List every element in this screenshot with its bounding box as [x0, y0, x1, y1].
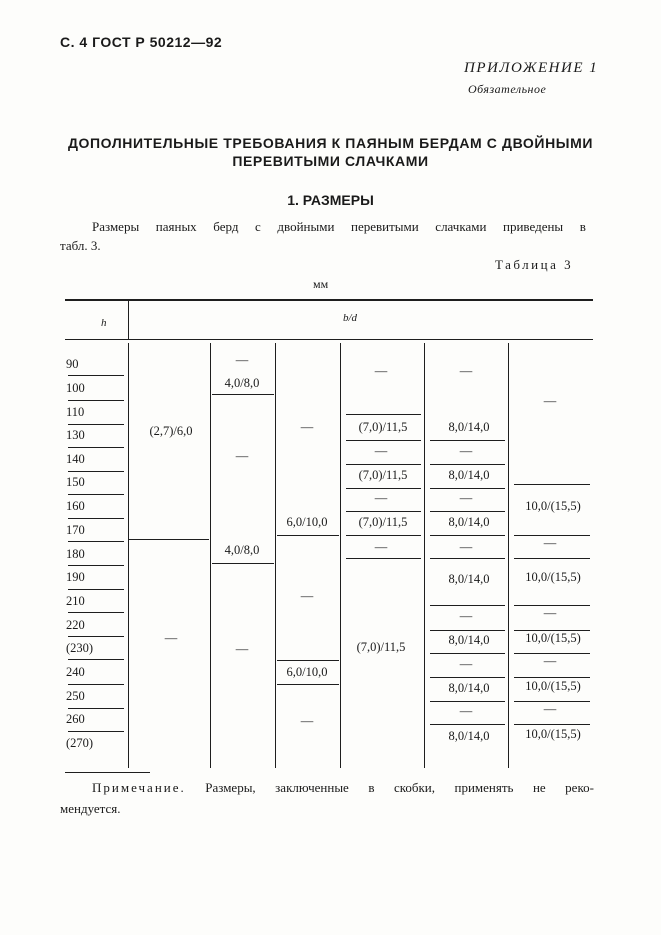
c3-rule	[277, 684, 339, 685]
main-title-line2: ПЕРЕВИТЫМИ СЛАЧКАМИ	[232, 153, 429, 169]
table-cell: 4,0/8,0	[224, 543, 260, 557]
h-underline	[68, 400, 124, 401]
paragraph-word: берд	[213, 219, 239, 234]
h-underline	[68, 589, 124, 590]
c5-rule	[430, 464, 505, 465]
c1-divider	[129, 539, 209, 540]
header-h: h	[101, 317, 107, 329]
c6-rule	[514, 724, 590, 725]
h-underline	[68, 518, 124, 519]
table-unit: мм	[313, 277, 329, 291]
note-line1	[92, 780, 594, 796]
header-divider	[128, 300, 129, 340]
h-underline	[68, 447, 124, 448]
c4-rule	[346, 535, 421, 536]
table-cell: (7,0)/11,5	[356, 640, 406, 654]
h-value: 180	[66, 547, 85, 561]
table-top-rule	[65, 299, 593, 301]
paragraph-word: с	[255, 219, 261, 234]
c4-rule	[346, 440, 421, 441]
paragraph-word: в	[579, 219, 586, 234]
paragraph-line2: табл. 3.	[60, 238, 101, 253]
table-cell: 8,0/14,0	[448, 572, 490, 586]
note-word: реко-	[565, 780, 594, 795]
c5-rule	[430, 440, 505, 441]
paragraph-word: перевитыми	[351, 219, 419, 234]
table-cell: —	[300, 589, 314, 603]
table-cell: —	[459, 444, 473, 458]
column-separator-0	[128, 343, 129, 768]
table-cell: —	[459, 491, 473, 505]
table-cell: —	[235, 353, 249, 367]
note-line2: мендуется.	[60, 801, 121, 816]
table-cell: —	[300, 714, 314, 728]
h-underline	[68, 565, 124, 566]
c3-rule	[277, 660, 339, 661]
table-cell: —	[459, 609, 473, 623]
h-underline	[68, 708, 124, 709]
h-underline	[68, 471, 124, 472]
h-value: (230)	[66, 641, 94, 655]
table-cell: —	[459, 364, 473, 378]
paragraph-word: приведены	[503, 219, 564, 234]
c4-rule	[346, 414, 421, 415]
h-value: 220	[66, 618, 85, 632]
c4-rule	[346, 488, 421, 489]
header-bd: b/d	[343, 312, 358, 324]
h-underline	[68, 612, 124, 613]
table-cell: —	[543, 654, 557, 668]
table-cell: 8,0/14,0	[448, 729, 490, 743]
table-cell: (7,0)/11,5	[358, 515, 408, 529]
table-cell: —	[374, 444, 388, 458]
h-value: (270)	[66, 736, 94, 750]
c6-rule	[514, 484, 590, 485]
h-value: 160	[66, 499, 85, 513]
table-cell: 10,0/(15,5)	[525, 499, 581, 513]
h-underline	[68, 731, 124, 732]
c5-rule	[430, 558, 505, 559]
h-value: 170	[66, 523, 85, 537]
table-cell: —	[459, 657, 473, 671]
table-cell: —	[459, 704, 473, 718]
table-cell: 8,0/14,0	[448, 681, 490, 695]
h-value: 190	[66, 570, 85, 584]
table-cell: 8,0/14,0	[448, 515, 490, 529]
h-value: 210	[66, 594, 85, 608]
table-cell: —	[374, 364, 388, 378]
c5-rule	[430, 724, 505, 725]
table-cell: —	[235, 642, 249, 656]
table-cell: (2,7)/6,0	[149, 424, 193, 438]
c4-rule	[346, 558, 421, 559]
table-cell: —	[300, 420, 314, 434]
h-value: 150	[66, 475, 85, 489]
c5-rule	[430, 677, 505, 678]
paragraph-word: слачками	[435, 219, 487, 234]
table-cell: 6,0/10,0	[286, 665, 328, 679]
table-caption: Таблица 3	[495, 257, 574, 272]
note-word: применять	[454, 780, 514, 795]
table-cell: —	[235, 449, 249, 463]
note-word: в	[368, 780, 375, 795]
c2-rule	[212, 394, 274, 395]
table-cell: —	[459, 540, 473, 554]
table-cell: (7,0)/11,5	[358, 468, 408, 482]
table-cell: 8,0/14,0	[448, 468, 490, 482]
c5-rule	[430, 488, 505, 489]
column-separator-3	[340, 343, 341, 768]
note-word: не	[532, 780, 546, 795]
c6-rule	[514, 677, 590, 678]
paragraph-word: Размеры	[92, 219, 140, 234]
page-header: С. 4 ГОСТ Р 50212—92	[60, 34, 223, 50]
table-cell: —	[543, 394, 557, 408]
note-word: Размеры,	[205, 780, 256, 795]
h-value: 250	[66, 689, 85, 703]
table-cell: 8,0/14,0	[448, 633, 490, 647]
h-underline	[68, 684, 124, 685]
table-cell: 6,0/10,0	[286, 515, 328, 529]
table-cell: —	[543, 536, 557, 550]
h-value: 100	[66, 381, 85, 395]
table-cell: (7,0)/11,5	[358, 420, 408, 434]
table-cell: —	[374, 491, 388, 505]
appendix-status: Обязательное	[468, 82, 547, 96]
table-cell: 10,0/(15,5)	[525, 727, 581, 741]
note-word: заключенные	[275, 780, 349, 795]
appendix-title: ПРИЛОЖЕНИЕ 1	[464, 60, 599, 76]
h-value: 130	[66, 428, 85, 442]
table-cell: 10,0/(15,5)	[525, 631, 581, 645]
table-header-rule	[65, 339, 593, 340]
table-cell: —	[543, 606, 557, 620]
c3-rule	[277, 535, 339, 536]
h-underline	[68, 494, 124, 495]
section-title: 1. РАЗМЕРЫ	[287, 192, 374, 208]
note-word: скобки,	[393, 780, 436, 795]
main-title-line1: ДОПОЛНИТЕЛЬНЫЕ ТРЕБОВАНИЯ К ПАЯНЫМ БЕРДАМ С ДВОЙНЫМИ	[67, 135, 594, 151]
table-cell: 4,0/8,0	[224, 376, 260, 390]
h-underline	[68, 659, 124, 660]
h-value: 140	[66, 452, 85, 466]
table-cell: 8,0/14,0	[448, 420, 490, 434]
h-value: 260	[66, 712, 85, 726]
table-cell: —	[543, 702, 557, 716]
h-value: 90	[66, 357, 79, 371]
paragraph-word: паяных	[155, 219, 197, 234]
table-bottom-rule	[65, 772, 150, 773]
paragraph-word: двойными	[277, 219, 335, 234]
h-underline	[68, 541, 124, 542]
c6-rule	[514, 558, 590, 559]
h-value: 110	[66, 405, 85, 419]
paragraph-line1	[92, 219, 586, 235]
table-cell: 10,0/(15,5)	[525, 679, 581, 693]
table-cell: —	[374, 540, 388, 554]
table-cell: 10,0/(15,5)	[525, 570, 581, 584]
h-underline	[68, 375, 124, 376]
c2-rule	[212, 563, 274, 564]
note-word: Примечание.	[92, 780, 186, 795]
table-cell: —	[164, 631, 178, 645]
c4-rule	[346, 464, 421, 465]
c4-rule	[346, 511, 421, 512]
h-value: 240	[66, 665, 85, 679]
